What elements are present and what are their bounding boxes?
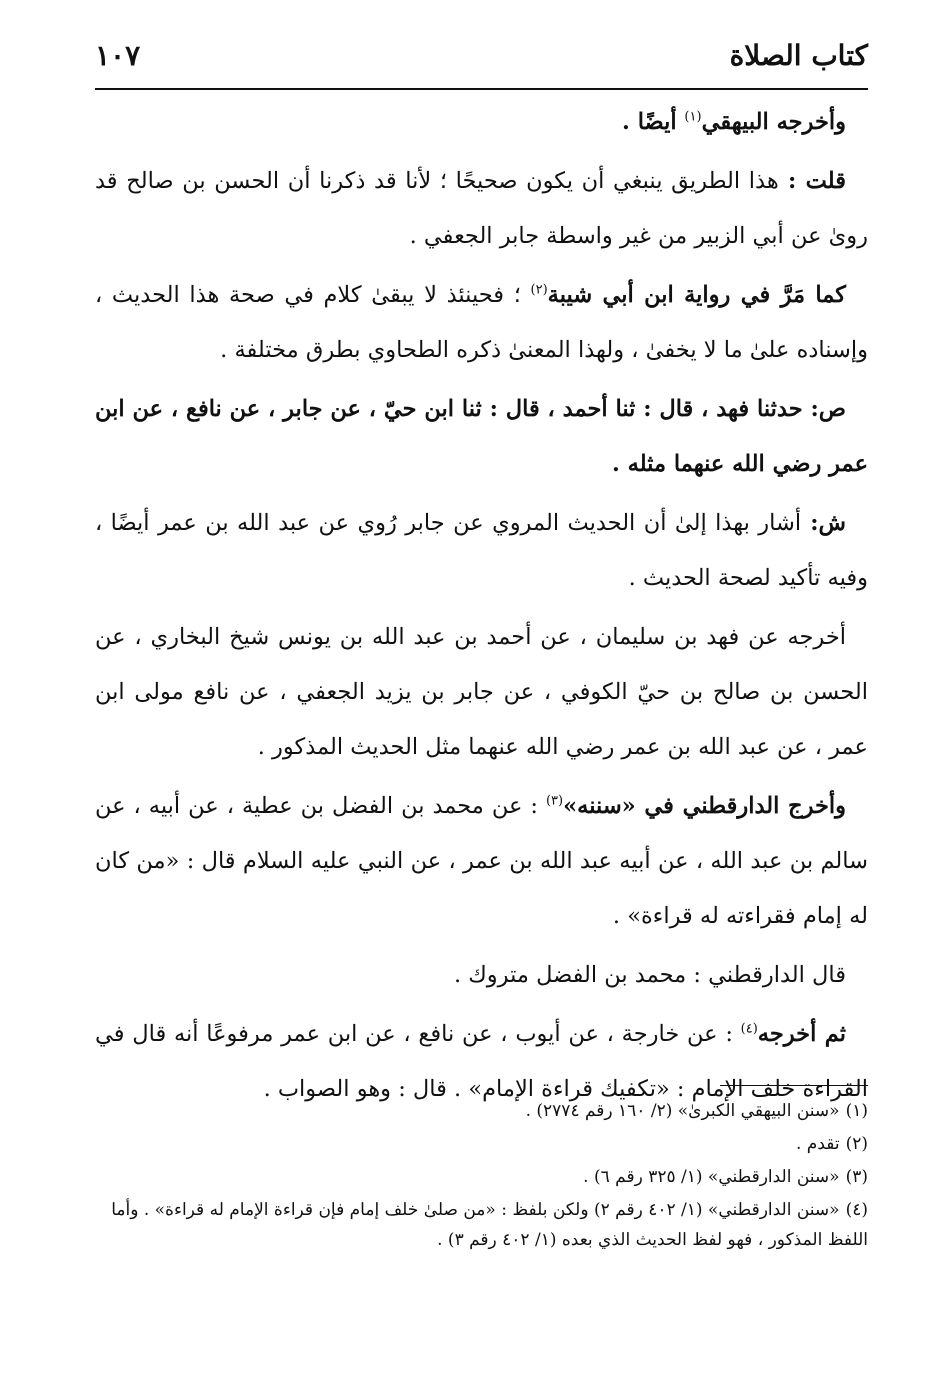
footnotes <box>95 1096 868 1258</box>
main-text <box>95 95 868 1121</box>
paragraph-text: : عن محمد بن الفضل بن عطية ، عن أبيه ، عن سالم بن عبد الله ، عن أبيه عبد الله بن عمر ، عن النبي عليه السلام قال : «من كان له إمام فقراءته له قراءة» . <box>95 793 868 929</box>
running-header <box>95 30 868 80</box>
paragraph-2 <box>95 154 868 264</box>
footnote-ref[interactable]: (٣) <box>545 793 564 809</box>
footnote-ref[interactable]: (٤) <box>740 1021 758 1037</box>
paragraph-text: قال الدارقطني : محمد بن الفضل متروك . <box>453 962 846 988</box>
paragraph-lead-tail: أيضًا . <box>622 109 685 135</box>
paragraph-text: ؛ فحينئذ لا يبقىٰ كلام في صحة هذا الحديث ، وإسناده علىٰ ما لا يخفىٰ ، ولهذا المعنىٰ ذكره الطحاوي بطرق مختلفة . <box>95 282 868 363</box>
footnote-2 <box>95 1129 868 1159</box>
paragraph-lead: ش: <box>801 510 846 536</box>
paragraph-text: أشار بهذا إلىٰ أن الحديث المروي عن جابر رُوي عن عبد الله بن عمر أيضًا ، وفيه تأكيد لصحة الحديث . <box>95 510 868 591</box>
footnote-number: (٤) <box>845 1200 868 1220</box>
footnote-rule <box>720 1085 868 1086</box>
footnote-3 <box>95 1162 868 1192</box>
paragraph-lead: قلت : <box>778 168 846 194</box>
paragraph-lead: ص: حدثنا فهد ، قال : ثنا أحمد ، قال : ثنا ابن حيّ ، عن جابر ، عن نافع ، عن ابن عمر رضي الله عنهما مثله . <box>95 396 868 477</box>
paragraph-6 <box>95 610 868 775</box>
paragraph-lead: وأخرج الدارقطني في «سننه» <box>563 793 847 819</box>
footnote-4 <box>95 1195 868 1255</box>
paragraph-3 <box>95 268 868 378</box>
footnote-number: (١) <box>845 1101 868 1121</box>
footnote-text: «سنن الدارقطني» (١/ ٤٠٢ رقم ٢) ولكن بلفظ : «من صلىٰ خلف إمام فإن قراءة الإمام له قراءة» . وأما اللفظ المذكور ، فهو لفظ الحديث الذي بعده (١/ ٤٠٢ رقم ٣) . <box>111 1200 868 1250</box>
book-page <box>95 0 868 1381</box>
paragraph-lead: ثم أخرجه <box>757 1021 847 1047</box>
paragraph-text: أخرجه عن فهد بن سليمان ، عن أحمد بن عبد الله بن يونس شيخ البخاري ، عن الحسن بن صالح بن حيّ الكوفي ، عن جابر بن يزيد الجعفي ، عن نافع مولى ابن عمر ، عن عبد الله بن عمر رضي الله عنهما مثل الحديث المذكور . <box>95 624 868 760</box>
paragraph-7 <box>95 779 868 944</box>
paragraph-1 <box>95 95 868 150</box>
footnote-number: (٢) <box>845 1134 868 1154</box>
paragraph-text: : عن خارجة ، عن أيوب ، عن نافع ، عن ابن عمر مرفوعًا أنه قال في القراءة خلف الإمام : «تكفيك قراءة الإمام» . قال : وهو الصواب . <box>95 1021 868 1102</box>
paragraph-text: هذا الطريق ينبغي أن يكون صحيحًا ؛ لأنا قد ذكرنا أن الحسن بن صالح قد روىٰ عن أبي الزبير من غير واسطة جابر الجعفي . <box>95 168 868 249</box>
paragraph-5 <box>95 496 868 606</box>
header-rule <box>95 88 868 90</box>
footnote-ref[interactable]: (٢) <box>530 282 548 298</box>
header-title: كتاب الصلاة <box>729 38 868 72</box>
footnote-text: «سنن الدارقطني» (١/ ٣٢٥ رقم ٦) . <box>583 1167 840 1187</box>
page-number: ١٠٧ <box>95 38 141 72</box>
paragraph-8 <box>95 948 868 1003</box>
footnote-ref[interactable]: (١) <box>684 109 702 125</box>
footnote-1 <box>95 1096 868 1126</box>
paragraph-4 <box>95 382 868 492</box>
paragraph-lead: وأخرجه البيهقي <box>701 109 846 135</box>
paragraph-lead: كما مَرَّ في رواية ابن أبي شيبة <box>547 282 847 308</box>
footnote-text: تقدم . <box>795 1134 840 1154</box>
footnote-number: (٣) <box>845 1167 868 1187</box>
footnote-text: «سنن البيهقي الكبرىٰ» (٢/ ١٦٠ رقم ٢٧٧٤) . <box>525 1101 840 1121</box>
